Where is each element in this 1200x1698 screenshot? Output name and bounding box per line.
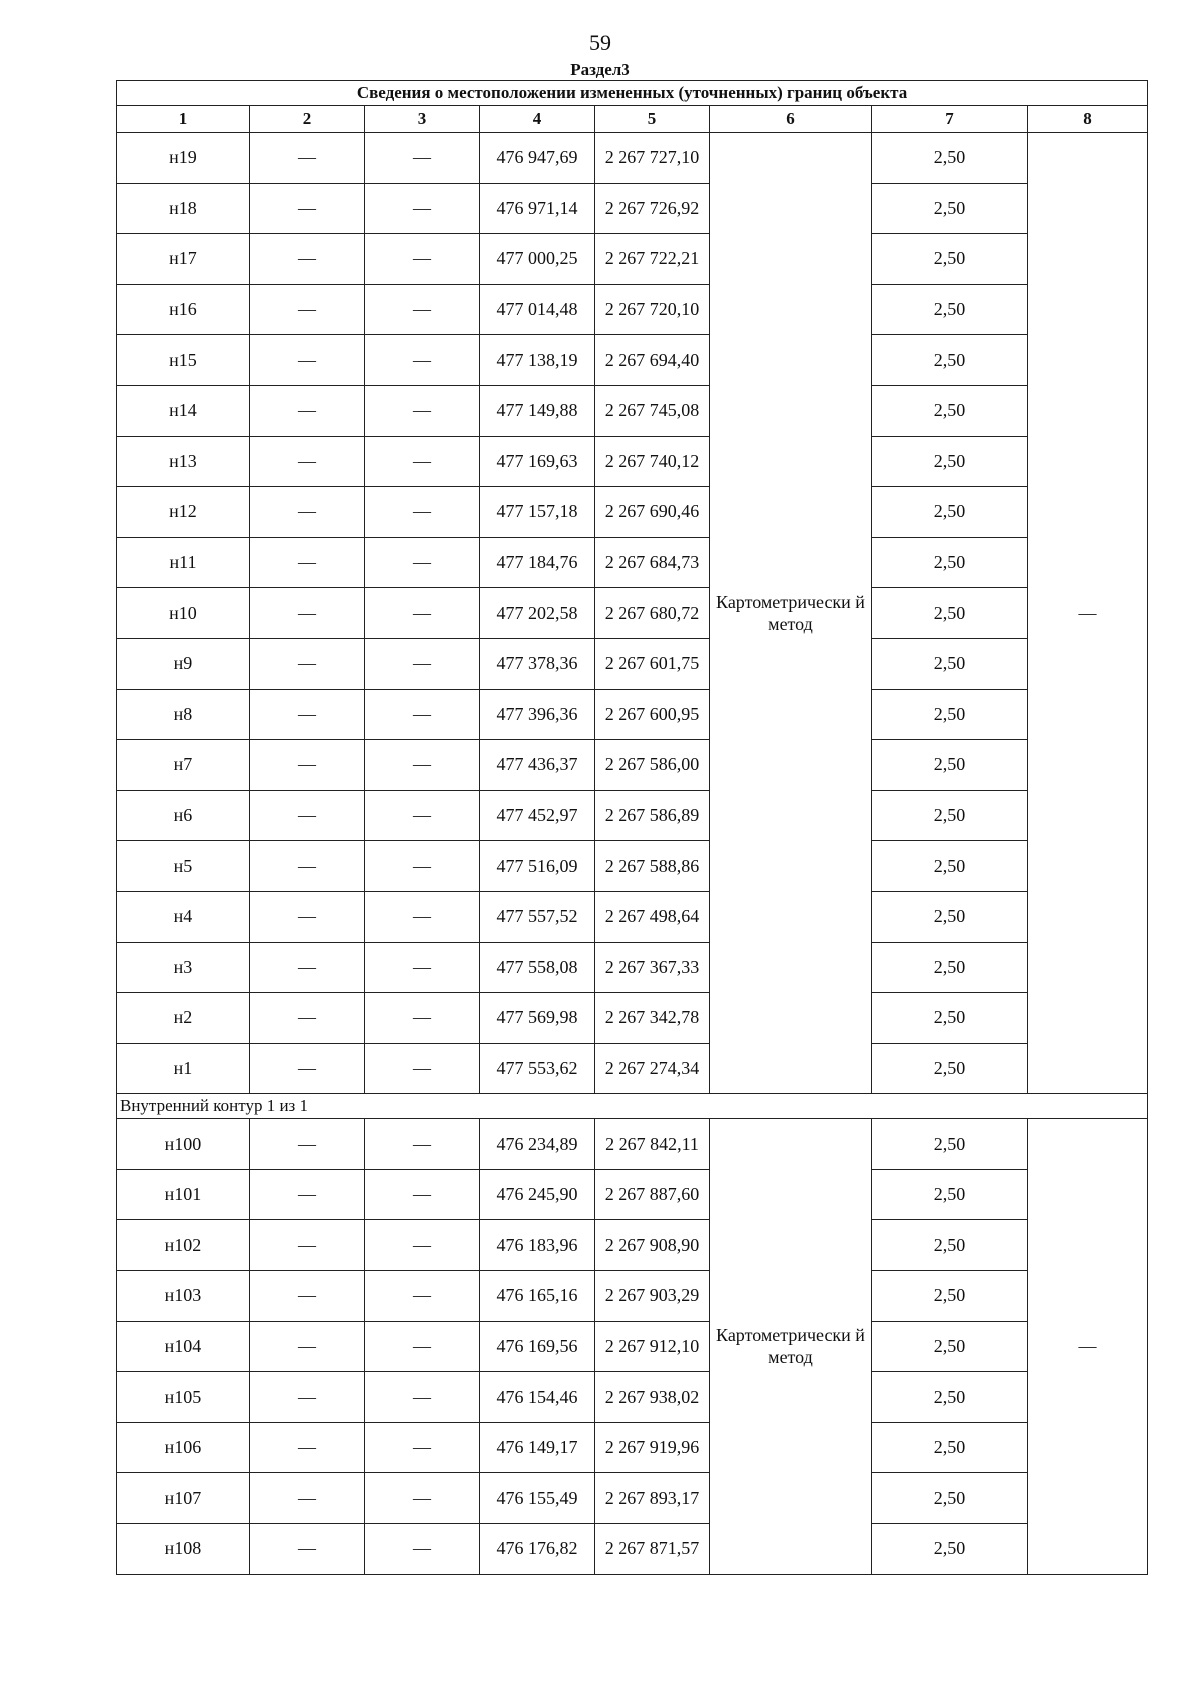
coord-y: 2 267 919,96 — [595, 1422, 710, 1473]
point-name: н17 — [117, 234, 250, 285]
coord-x: 477 569,98 — [480, 993, 595, 1044]
col-header-4: 4 — [480, 106, 595, 133]
accuracy: 2,50 — [872, 942, 1028, 993]
point-name: н19 — [117, 133, 250, 184]
accuracy: 2,50 — [872, 1271, 1028, 1322]
col2-dash: — — [250, 436, 365, 487]
page-number: 59 — [589, 30, 611, 55]
coord-y: 2 267 342,78 — [595, 993, 710, 1044]
col2-dash: — — [250, 537, 365, 588]
col-header-7: 7 — [872, 106, 1028, 133]
col8-dash: — — [1028, 1119, 1148, 1574]
point-name: н10 — [117, 588, 250, 639]
coord-y: 2 267 871,57 — [595, 1524, 710, 1575]
point-name: н105 — [117, 1372, 250, 1423]
coord-y: 2 267 684,73 — [595, 537, 710, 588]
col2-dash: — — [250, 740, 365, 791]
coord-y: 2 267 908,90 — [595, 1220, 710, 1271]
coord-x: 476 165,16 — [480, 1271, 595, 1322]
col2-dash: — — [250, 1271, 365, 1322]
col2-dash: — — [250, 638, 365, 689]
accuracy: 2,50 — [872, 183, 1028, 234]
col3-dash: — — [365, 133, 480, 184]
coord-x: 476 183,96 — [480, 1220, 595, 1271]
col2-dash: — — [250, 487, 365, 538]
col3-dash: — — [365, 638, 480, 689]
accuracy: 2,50 — [872, 284, 1028, 335]
col3-dash: — — [365, 1169, 480, 1220]
method-cell: Картометрически й метод — [710, 133, 872, 1094]
coord-y: 2 267 727,10 — [595, 133, 710, 184]
col3-dash: — — [365, 740, 480, 791]
accuracy: 2,50 — [872, 1119, 1028, 1170]
col2-dash: — — [250, 1043, 365, 1094]
col3-dash: — — [365, 689, 480, 740]
coord-x: 476 971,14 — [480, 183, 595, 234]
col2-dash: — — [250, 942, 365, 993]
table-row — [117, 1524, 1148, 1575]
accuracy: 2,50 — [872, 790, 1028, 841]
col3-dash: — — [365, 1271, 480, 1322]
accuracy: 2,50 — [872, 1169, 1028, 1220]
table-row — [117, 1169, 1148, 1220]
table-row — [117, 891, 1148, 942]
coord-y: 2 267 588,86 — [595, 841, 710, 892]
coord-y: 2 267 274,34 — [595, 1043, 710, 1094]
col3-dash: — — [365, 1119, 480, 1170]
point-name: н12 — [117, 487, 250, 538]
accuracy: 2,50 — [872, 1473, 1028, 1524]
col3-dash: — — [365, 841, 480, 892]
accuracy: 2,50 — [872, 841, 1028, 892]
accuracy: 2,50 — [872, 740, 1028, 791]
coord-y: 2 267 938,02 — [595, 1372, 710, 1423]
accuracy: 2,50 — [872, 638, 1028, 689]
point-name: н14 — [117, 385, 250, 436]
coord-x: 477 184,76 — [480, 537, 595, 588]
method-cell: Картометрически й метод — [710, 1119, 872, 1574]
coord-y: 2 267 586,89 — [595, 790, 710, 841]
coord-x: 477 452,97 — [480, 790, 595, 841]
col-header-8: 8 — [1028, 106, 1148, 133]
point-name: н101 — [117, 1169, 250, 1220]
table-row — [117, 1372, 1148, 1423]
col3-dash: — — [365, 993, 480, 1044]
coord-y: 2 267 600,95 — [595, 689, 710, 740]
col2-dash: — — [250, 790, 365, 841]
coord-x: 477 202,58 — [480, 588, 595, 639]
accuracy: 2,50 — [872, 385, 1028, 436]
col2-dash: — — [250, 1422, 365, 1473]
point-name: н6 — [117, 790, 250, 841]
point-name: н4 — [117, 891, 250, 942]
col3-dash: — — [365, 436, 480, 487]
col-header-6: 6 — [710, 106, 872, 133]
coord-x: 477 553,62 — [480, 1043, 595, 1094]
table-row — [117, 790, 1148, 841]
point-name: н3 — [117, 942, 250, 993]
table-row — [117, 1119, 1148, 1170]
col3-dash: — — [365, 891, 480, 942]
col2-dash: — — [250, 891, 365, 942]
table-row — [117, 1473, 1148, 1524]
col-header-1: 1 — [117, 106, 250, 133]
col2-dash: — — [250, 1169, 365, 1220]
coord-y: 2 267 903,29 — [595, 1271, 710, 1322]
point-name: н13 — [117, 436, 250, 487]
col3-dash: — — [365, 942, 480, 993]
col3-dash: — — [365, 1043, 480, 1094]
coord-y: 2 267 842,11 — [595, 1119, 710, 1170]
coord-x: 477 558,08 — [480, 942, 595, 993]
coord-y: 2 267 601,75 — [595, 638, 710, 689]
col2-dash: — — [250, 588, 365, 639]
coord-x: 477 516,09 — [480, 841, 595, 892]
coord-x: 477 149,88 — [480, 385, 595, 436]
table-row — [117, 487, 1148, 538]
point-name: н102 — [117, 1220, 250, 1271]
accuracy: 2,50 — [872, 537, 1028, 588]
table-row — [117, 1220, 1148, 1271]
col2-dash: — — [250, 133, 365, 184]
col3-dash: — — [365, 385, 480, 436]
point-name: н18 — [117, 183, 250, 234]
table-row — [117, 1321, 1148, 1372]
table-row — [117, 689, 1148, 740]
col2-dash: — — [250, 1119, 365, 1170]
coord-y: 2 267 367,33 — [595, 942, 710, 993]
point-name: н11 — [117, 537, 250, 588]
coord-x: 476 154,46 — [480, 1372, 595, 1423]
col3-dash: — — [365, 1422, 480, 1473]
col3-dash: — — [365, 588, 480, 639]
accuracy: 2,50 — [872, 993, 1028, 1044]
table-row — [117, 993, 1148, 1044]
col3-dash: — — [365, 1372, 480, 1423]
coord-x: 477 396,36 — [480, 689, 595, 740]
coord-x: 476 947,69 — [480, 133, 595, 184]
accuracy: 2,50 — [872, 234, 1028, 285]
point-name: н104 — [117, 1321, 250, 1372]
col2-dash: — — [250, 689, 365, 740]
table-title: Сведения о местоположении измененных (уточненных) границ объекта — [117, 81, 1148, 106]
col2-dash: — — [250, 1220, 365, 1271]
accuracy: 2,50 — [872, 588, 1028, 639]
col8-dash: — — [1028, 133, 1148, 1094]
coord-x: 477 014,48 — [480, 284, 595, 335]
col3-dash: — — [365, 284, 480, 335]
accuracy: 2,50 — [872, 335, 1028, 386]
coord-y: 2 267 586,00 — [595, 740, 710, 791]
col3-dash: — — [365, 1473, 480, 1524]
coord-x: 477 169,63 — [480, 436, 595, 487]
table-row — [117, 1043, 1148, 1094]
col3-dash: — — [365, 1321, 480, 1372]
accuracy: 2,50 — [872, 689, 1028, 740]
point-name: н103 — [117, 1271, 250, 1322]
contour-label-row — [117, 1094, 1148, 1119]
coord-x: 476 155,49 — [480, 1473, 595, 1524]
table-row — [117, 740, 1148, 791]
point-name: н8 — [117, 689, 250, 740]
contour-label: Внутренний контур 1 из 1 — [117, 1094, 1148, 1119]
coord-y: 2 267 887,60 — [595, 1169, 710, 1220]
col2-dash: — — [250, 234, 365, 285]
accuracy: 2,50 — [872, 891, 1028, 942]
point-name: н100 — [117, 1119, 250, 1170]
accuracy: 2,50 — [872, 487, 1028, 538]
accuracy: 2,50 — [872, 1524, 1028, 1575]
coord-y: 2 267 694,40 — [595, 335, 710, 386]
col3-dash: — — [365, 1220, 480, 1271]
col2-dash: — — [250, 284, 365, 335]
point-name: н9 — [117, 638, 250, 689]
col2-dash: — — [250, 335, 365, 386]
col2-dash: — — [250, 183, 365, 234]
col3-dash: — — [365, 1524, 480, 1575]
table-row — [117, 638, 1148, 689]
table-row — [117, 942, 1148, 993]
table-row — [117, 588, 1148, 639]
coord-y: 2 267 722,21 — [595, 234, 710, 285]
coord-x: 476 245,90 — [480, 1169, 595, 1220]
col2-dash: — — [250, 993, 365, 1044]
col2-dash: — — [250, 1473, 365, 1524]
col3-dash: — — [365, 234, 480, 285]
col2-dash: — — [250, 1372, 365, 1423]
point-name: н107 — [117, 1473, 250, 1524]
point-name: н15 — [117, 335, 250, 386]
table-row — [117, 1271, 1148, 1322]
coord-x: 477 378,36 — [480, 638, 595, 689]
coord-x: 477 138,19 — [480, 335, 595, 386]
table-row — [117, 1422, 1148, 1473]
accuracy: 2,50 — [872, 1220, 1028, 1271]
point-name: н5 — [117, 841, 250, 892]
coord-y: 2 267 893,17 — [595, 1473, 710, 1524]
coord-y: 2 267 720,10 — [595, 284, 710, 335]
col3-dash: — — [365, 790, 480, 841]
col2-dash: — — [250, 385, 365, 436]
accuracy: 2,50 — [872, 436, 1028, 487]
table-row — [117, 234, 1148, 285]
col3-dash: — — [365, 487, 480, 538]
accuracy: 2,50 — [872, 1321, 1028, 1372]
table-row — [117, 841, 1148, 892]
accuracy: 2,50 — [872, 133, 1028, 184]
point-name: н7 — [117, 740, 250, 791]
coord-x: 476 234,89 — [480, 1119, 595, 1170]
col-header-5: 5 — [595, 106, 710, 133]
coord-x: 477 436,37 — [480, 740, 595, 791]
coord-y: 2 267 745,08 — [595, 385, 710, 436]
coord-x: 476 176,82 — [480, 1524, 595, 1575]
point-name: н106 — [117, 1422, 250, 1473]
coord-x: 477 157,18 — [480, 487, 595, 538]
col-header-3: 3 — [365, 106, 480, 133]
table-row — [117, 436, 1148, 487]
col2-dash: — — [250, 1524, 365, 1575]
table-row — [117, 284, 1148, 335]
col2-dash: — — [250, 1321, 365, 1372]
boundary-table — [116, 80, 1148, 1575]
col3-dash: — — [365, 183, 480, 234]
table-row — [117, 183, 1148, 234]
point-name: н1 — [117, 1043, 250, 1094]
point-name: н16 — [117, 284, 250, 335]
accuracy: 2,50 — [872, 1043, 1028, 1094]
col2-dash: — — [250, 841, 365, 892]
coord-x: 476 169,56 — [480, 1321, 595, 1372]
table-row — [117, 335, 1148, 386]
col-header-2: 2 — [250, 106, 365, 133]
accuracy: 2,50 — [872, 1372, 1028, 1423]
point-name: н108 — [117, 1524, 250, 1575]
col3-dash: — — [365, 537, 480, 588]
section-title: Раздел3 — [570, 60, 630, 79]
col3-dash: — — [365, 335, 480, 386]
coord-y: 2 267 690,46 — [595, 487, 710, 538]
coord-y: 2 267 740,12 — [595, 436, 710, 487]
accuracy: 2,50 — [872, 1422, 1028, 1473]
coord-x: 476 149,17 — [480, 1422, 595, 1473]
table-row — [117, 133, 1148, 184]
coord-y: 2 267 498,64 — [595, 891, 710, 942]
coord-y: 2 267 726,92 — [595, 183, 710, 234]
table-row — [117, 385, 1148, 436]
coord-x: 477 000,25 — [480, 234, 595, 285]
table-row — [117, 537, 1148, 588]
coord-x: 477 557,52 — [480, 891, 595, 942]
point-name: н2 — [117, 993, 250, 1044]
coord-y: 2 267 680,72 — [595, 588, 710, 639]
coord-y: 2 267 912,10 — [595, 1321, 710, 1372]
